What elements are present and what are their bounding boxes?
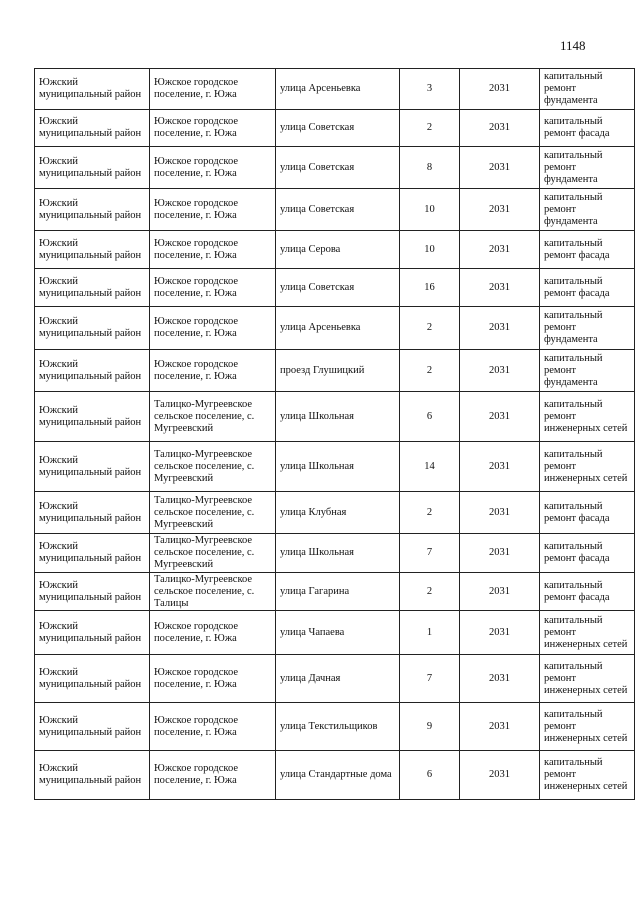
street-cell: улица Гагарина: [276, 573, 400, 611]
house-number-cell: 10: [400, 189, 460, 231]
street-cell: улица Школьная: [276, 534, 400, 573]
district-cell: Южский муниципальный район: [35, 703, 150, 751]
house-number-cell: 2: [400, 492, 460, 534]
district-cell: Южский муниципальный район: [35, 350, 150, 392]
settlement-cell: Южское городское поселение, г. Южа: [150, 703, 276, 751]
work-type-cell: капитальный ремонт фасада: [540, 492, 635, 534]
settlement-cell: Южское городское поселение, г. Южа: [150, 110, 276, 147]
settlement-cell: Южское городское поселение, г. Южа: [150, 269, 276, 307]
district-cell: Южский муниципальный район: [35, 231, 150, 269]
work-type-cell: капитальный ремонт инженерных сетей: [540, 392, 635, 442]
district-cell: Южский муниципальный район: [35, 442, 150, 492]
settlement-cell: Талицко-Мугреевское сельское поселение, с. Мугреевский: [150, 442, 276, 492]
house-number-cell: 16: [400, 269, 460, 307]
settlement-cell: Южское городское поселение, г. Южа: [150, 655, 276, 703]
district-cell: Южский муниципальный район: [35, 189, 150, 231]
work-type-cell: капитальный ремонт фундамента: [540, 69, 635, 110]
street-cell: улица Школьная: [276, 442, 400, 492]
house-number-cell: 7: [400, 655, 460, 703]
settlement-cell: Южское городское поселение, г. Южа: [150, 350, 276, 392]
settlement-cell: Южское городское поселение, г. Южа: [150, 69, 276, 110]
district-cell: Южский муниципальный район: [35, 110, 150, 147]
year-cell: 2031: [460, 69, 540, 110]
street-cell: улица Советская: [276, 189, 400, 231]
year-cell: 2031: [460, 751, 540, 800]
district-cell: Южский муниципальный район: [35, 751, 150, 800]
house-number-cell: 2: [400, 573, 460, 611]
work-type-cell: капитальный ремонт инженерных сетей: [540, 442, 635, 492]
street-cell: улица Советская: [276, 147, 400, 189]
page-number: 1148: [560, 38, 586, 53]
year-cell: 2031: [460, 392, 540, 442]
work-type-cell: капитальный ремонт инженерных сетей: [540, 655, 635, 703]
work-type-cell: капитальный ремонт фасада: [540, 110, 635, 147]
table-row: [35, 231, 635, 269]
table-row: [35, 492, 635, 534]
house-number-cell: 2: [400, 110, 460, 147]
settlement-cell: Южское городское поселение, г. Южа: [150, 307, 276, 350]
work-type-cell: капитальный ремонт фасада: [540, 534, 635, 573]
work-type-cell: капитальный ремонт фасада: [540, 573, 635, 611]
year-cell: 2031: [460, 655, 540, 703]
street-cell: улица Советская: [276, 110, 400, 147]
year-cell: 2031: [460, 269, 540, 307]
settlement-cell: Южское городское поселение, г. Южа: [150, 611, 276, 655]
street-cell: улица Дачная: [276, 655, 400, 703]
table-row: [35, 189, 635, 231]
street-cell: проезд Глушицкий: [276, 350, 400, 392]
house-number-cell: 10: [400, 231, 460, 269]
table-row: [35, 611, 635, 655]
work-type-cell: капитальный ремонт фасада: [540, 269, 635, 307]
district-cell: Южский муниципальный район: [35, 269, 150, 307]
table-row: [35, 751, 635, 800]
settlement-cell: Южское городское поселение, г. Южа: [150, 231, 276, 269]
table-row: [35, 442, 635, 492]
house-number-cell: 8: [400, 147, 460, 189]
district-cell: Южский муниципальный район: [35, 573, 150, 611]
year-cell: 2031: [460, 147, 540, 189]
table-row: [35, 350, 635, 392]
work-type-cell: капитальный ремонт фундамента: [540, 350, 635, 392]
street-cell: улица Текстильщиков: [276, 703, 400, 751]
year-cell: 2031: [460, 573, 540, 611]
work-type-cell: капитальный ремонт фасада: [540, 231, 635, 269]
table-row: [35, 69, 635, 110]
work-type-cell: капитальный ремонт фундамента: [540, 307, 635, 350]
table-row: [35, 573, 635, 611]
house-number-cell: 14: [400, 442, 460, 492]
year-cell: 2031: [460, 534, 540, 573]
street-cell: улица Советская: [276, 269, 400, 307]
work-type-cell: капитальный ремонт инженерных сетей: [540, 751, 635, 800]
work-type-cell: капитальный ремонт фундамента: [540, 189, 635, 231]
street-cell: улица Школьная: [276, 392, 400, 442]
district-cell: Южский муниципальный район: [35, 534, 150, 573]
street-cell: улица Арсеньевка: [276, 307, 400, 350]
year-cell: 2031: [460, 231, 540, 269]
repair-schedule-table: [34, 68, 635, 800]
district-cell: Южский муниципальный район: [35, 655, 150, 703]
year-cell: 2031: [460, 611, 540, 655]
district-cell: Южский муниципальный район: [35, 492, 150, 534]
year-cell: 2031: [460, 703, 540, 751]
settlement-cell: Талицко-Мугреевское сельское поселение, с. Мугреевский: [150, 534, 276, 573]
street-cell: улица Чапаева: [276, 611, 400, 655]
table-row: [35, 703, 635, 751]
house-number-cell: 9: [400, 703, 460, 751]
table-row: [35, 269, 635, 307]
house-number-cell: 2: [400, 350, 460, 392]
street-cell: улица Клубная: [276, 492, 400, 534]
work-type-cell: капитальный ремонт инженерных сетей: [540, 703, 635, 751]
street-cell: улица Арсеньевка: [276, 69, 400, 110]
district-cell: Южский муниципальный район: [35, 307, 150, 350]
table-row: [35, 534, 635, 573]
settlement-cell: Талицко-Мугреевское сельское поселение, с. Мугреевский: [150, 492, 276, 534]
year-cell: 2031: [460, 307, 540, 350]
table-row: [35, 307, 635, 350]
house-number-cell: 6: [400, 392, 460, 442]
year-cell: 2031: [460, 492, 540, 534]
year-cell: 2031: [460, 110, 540, 147]
year-cell: 2031: [460, 350, 540, 392]
district-cell: Южский муниципальный район: [35, 392, 150, 442]
house-number-cell: 7: [400, 534, 460, 573]
street-cell: улица Серова: [276, 231, 400, 269]
house-number-cell: 6: [400, 751, 460, 800]
district-cell: Южский муниципальный район: [35, 611, 150, 655]
settlement-cell: Южское городское поселение, г. Южа: [150, 751, 276, 800]
district-cell: Южский муниципальный район: [35, 147, 150, 189]
table-body: [35, 69, 635, 800]
house-number-cell: 3: [400, 69, 460, 110]
district-cell: Южский муниципальный район: [35, 69, 150, 110]
street-cell: улица Стандартные дома: [276, 751, 400, 800]
table-row: [35, 147, 635, 189]
settlement-cell: Талицко-Мугреевское сельское поселение, с. Талицы: [150, 573, 276, 611]
settlement-cell: Южское городское поселение, г. Южа: [150, 147, 276, 189]
table-row: [35, 392, 635, 442]
settlement-cell: Талицко-Мугреевское сельское поселение, с. Мугреевский: [150, 392, 276, 442]
house-number-cell: 2: [400, 307, 460, 350]
work-type-cell: капитальный ремонт инженерных сетей: [540, 611, 635, 655]
work-type-cell: капитальный ремонт фундамента: [540, 147, 635, 189]
table-row: [35, 110, 635, 147]
year-cell: 2031: [460, 442, 540, 492]
table-row: [35, 655, 635, 703]
settlement-cell: Южское городское поселение, г. Южа: [150, 189, 276, 231]
house-number-cell: 1: [400, 611, 460, 655]
year-cell: 2031: [460, 189, 540, 231]
